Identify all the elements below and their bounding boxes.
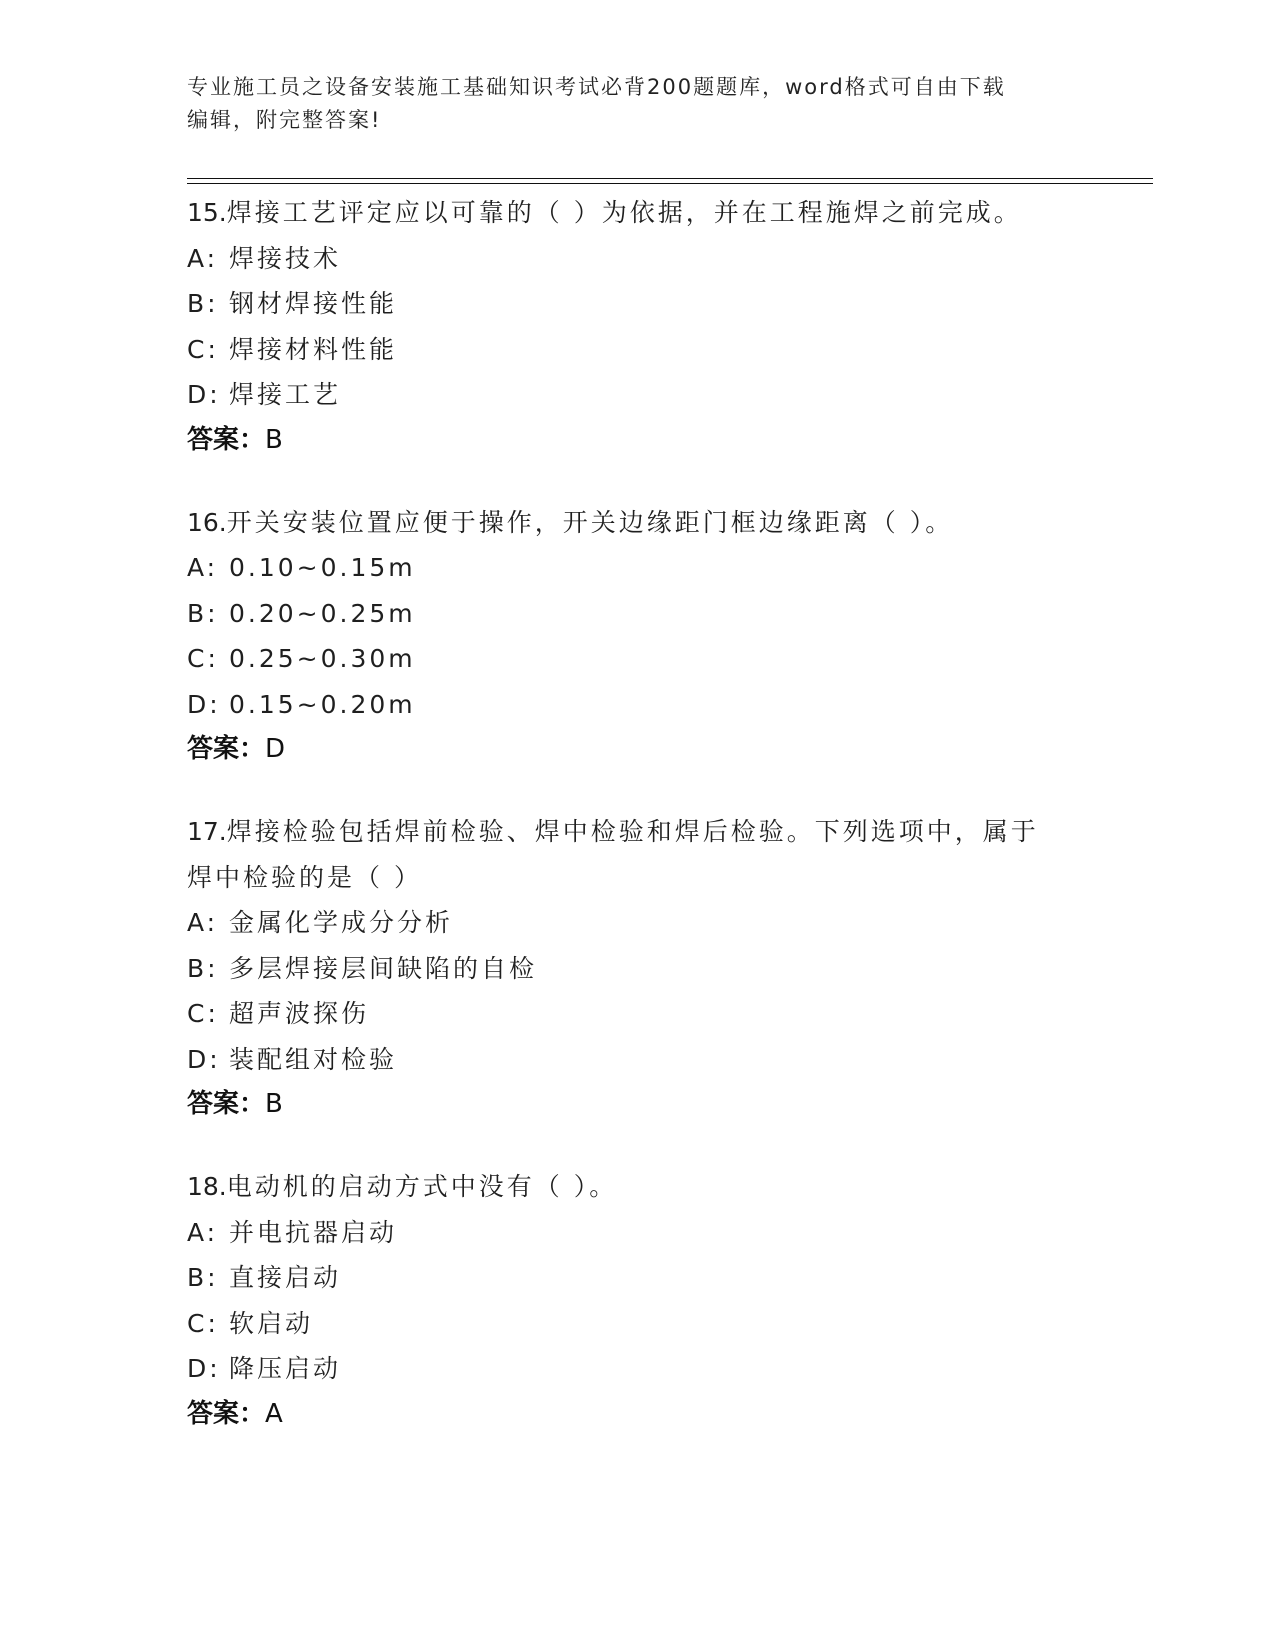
question-stem-line: 焊接检验包括焊前检验、焊中检验和焊后检验。下列选项中，属于 bbox=[226, 817, 1039, 846]
option-c bbox=[187, 991, 1087, 1037]
option-text: 超声波探伤 bbox=[229, 999, 370, 1028]
question-15 bbox=[187, 190, 1087, 463]
option-a bbox=[187, 545, 1087, 591]
option-c bbox=[187, 1301, 1087, 1347]
question-17 bbox=[187, 809, 1087, 1127]
option-a bbox=[187, 236, 1087, 282]
option-text: 软启动 bbox=[229, 1308, 314, 1338]
option-letter: D: bbox=[187, 1044, 221, 1074]
option-letter: B: bbox=[187, 953, 219, 983]
option-text: 焊接工艺 bbox=[229, 380, 342, 409]
question-stem bbox=[187, 809, 1087, 855]
option-letter: B: bbox=[187, 598, 219, 628]
option-letter: C: bbox=[187, 644, 219, 673]
answer-value: D bbox=[265, 734, 286, 764]
option-text: 0.10~0.15m bbox=[229, 553, 416, 582]
option-letter: B: bbox=[187, 1263, 219, 1292]
option-c bbox=[187, 327, 1087, 373]
answer-line bbox=[187, 1082, 1087, 1127]
question-list bbox=[187, 190, 1087, 1474]
answer-value: A bbox=[265, 1398, 283, 1429]
question-stem bbox=[187, 500, 1087, 546]
question-stem bbox=[187, 1164, 1087, 1210]
option-b bbox=[187, 1255, 1087, 1301]
option-text: 0.25~0.30m bbox=[229, 644, 416, 673]
option-letter: B: bbox=[187, 289, 219, 318]
question-stem-line: 开关安装位置应便于操作，开关边缘距门框边缘距离（ ）。 bbox=[226, 507, 954, 537]
option-text: 0.20~0.25m bbox=[229, 598, 416, 628]
document-header bbox=[187, 71, 1087, 137]
question-stem-line: 电动机的启动方式中没有（ ）。 bbox=[226, 1172, 618, 1201]
header-divider-top bbox=[187, 178, 1153, 179]
option-text: 金属化学成分分析 bbox=[229, 908, 454, 937]
answer-label: 答案： bbox=[187, 1089, 266, 1119]
question-stem-continued bbox=[187, 855, 1087, 901]
option-text: 并电抗器启动 bbox=[229, 1217, 398, 1247]
option-letter: D: bbox=[187, 380, 221, 409]
option-letter: D: bbox=[187, 689, 221, 719]
option-c bbox=[187, 636, 1087, 682]
question-16 bbox=[187, 500, 1087, 773]
header-line-1: 专业施工员之设备安装施工基础知识考试必背200题题库，word格式可自由下载 bbox=[187, 75, 1006, 99]
option-text: 多层焊接层间缺陷的自检 bbox=[229, 953, 538, 983]
option-text: 直接启动 bbox=[229, 1263, 342, 1292]
answer-label: 答案： bbox=[187, 424, 266, 455]
question-number: 18. bbox=[187, 1172, 227, 1201]
option-letter: A: bbox=[187, 243, 219, 273]
answer-label: 答案： bbox=[187, 1398, 266, 1429]
header-line-2: 编辑，附完整答案! bbox=[187, 108, 382, 132]
answer-value: B bbox=[265, 424, 283, 455]
answer-label: 答案： bbox=[187, 734, 266, 764]
option-letter: A: bbox=[187, 553, 219, 582]
option-d bbox=[187, 1346, 1087, 1392]
question-stem-line: 焊接工艺评定应以可靠的（ ）为依据，并在工程施焊之前完成。 bbox=[226, 198, 1022, 227]
answer-line bbox=[187, 727, 1087, 772]
option-text: 焊接材料性能 bbox=[229, 334, 398, 364]
question-stem bbox=[187, 190, 1087, 236]
answer-line bbox=[187, 418, 1087, 463]
option-d bbox=[187, 1037, 1087, 1083]
option-text: 0.15~0.20m bbox=[229, 689, 416, 719]
question-number: 15. bbox=[187, 198, 227, 227]
option-b bbox=[187, 591, 1087, 637]
option-letter: C: bbox=[187, 1308, 219, 1338]
option-letter: C: bbox=[187, 999, 219, 1028]
option-letter: A: bbox=[187, 1217, 219, 1247]
question-number: 17. bbox=[187, 817, 227, 846]
option-letter: C: bbox=[187, 334, 219, 364]
question-number: 16. bbox=[187, 507, 227, 537]
option-text: 钢材焊接性能 bbox=[229, 289, 398, 318]
option-text: 降压启动 bbox=[229, 1354, 342, 1383]
question-stem-line: 焊中检验的是（ ） bbox=[187, 862, 422, 892]
option-letter: A: bbox=[187, 908, 219, 937]
option-d bbox=[187, 682, 1087, 728]
option-letter: D: bbox=[187, 1354, 221, 1383]
header-divider-bottom bbox=[187, 183, 1153, 184]
question-18 bbox=[187, 1164, 1087, 1437]
option-b bbox=[187, 281, 1087, 327]
answer-line bbox=[187, 1392, 1087, 1437]
option-text: 焊接技术 bbox=[229, 243, 342, 273]
answer-value: B bbox=[265, 1089, 283, 1119]
option-text: 装配组对检验 bbox=[229, 1044, 398, 1074]
option-a bbox=[187, 1210, 1087, 1256]
option-a bbox=[187, 900, 1087, 946]
option-d bbox=[187, 372, 1087, 418]
option-b bbox=[187, 946, 1087, 992]
